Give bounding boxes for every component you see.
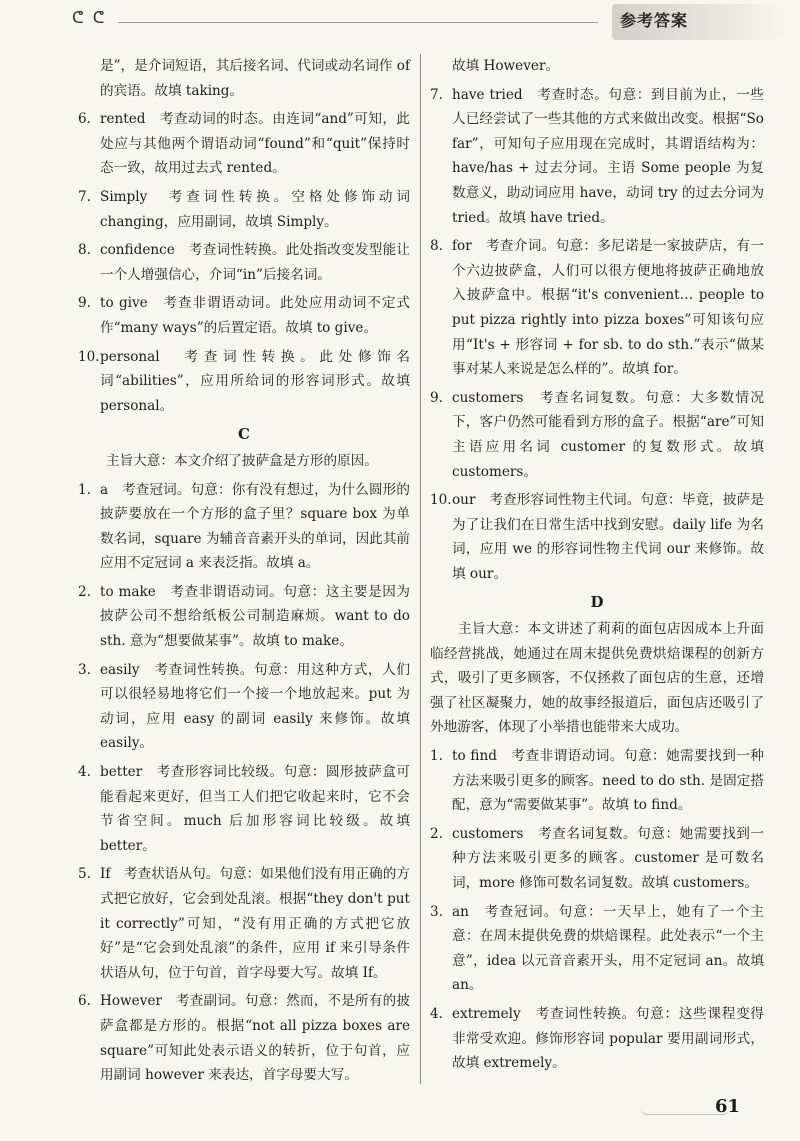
answer-number: 3.: [78, 661, 91, 678]
section-b-answer-item: [78, 345, 410, 419]
header-title: 参考答案: [620, 11, 689, 30]
section-c-answer-item: [78, 760, 410, 858]
answer-number: 5.: [78, 866, 91, 883]
section-d-answer-item: [430, 744, 764, 818]
answer-text: Simply 考查词性转换。空格处修饰动词 changing，应用副词，故填 Simply。: [100, 188, 410, 230]
answer-number: 7.: [430, 86, 443, 103]
section-d-answer-item: [430, 900, 764, 998]
section-c-summary: 主旨大意：本文介绍了披萨盒是方形的原因。: [106, 452, 378, 469]
section-c-answer-item: [430, 83, 764, 231]
section-c-answer-item: [430, 488, 764, 586]
answer-number: 3.: [430, 903, 443, 920]
left-column: [78, 54, 410, 1092]
section-b-answer-item: [78, 238, 410, 287]
answer-text: customers 考查名词复数。句意：大多数情况下，客户仍然可能看到方形的盒子。根据“are”可知主语应用名词 customer 的复数形式。故填 customers。: [452, 389, 764, 480]
page-number: 61: [714, 1096, 740, 1117]
answer-number: 10.: [78, 348, 100, 365]
answer-text: for 考查介词。句意：多尼诺是一家披萨店，有一个六边披萨盒，人们可以很方便地将披萨正确地放入披萨盒中。根据“it's convenient… people to put pizza rightly into pizza boxes”可知该句应用“It's + 形容词 + for sb. to do sth.”表示“做某事对某人来说是怎么样的”。故填 for。: [452, 238, 764, 378]
answer-number: 8.: [78, 242, 91, 259]
section-c-answer-item: [78, 478, 410, 576]
section-c-answer-item: [430, 234, 764, 382]
section-heading-c: C: [238, 425, 250, 444]
section-b-answer-item: [78, 107, 410, 181]
answer-text: a 考查冠词。句意：你有没有想过，为什么圆形的披萨要放在一个方形的盒子里？square box 为单数名词，square 为辅音音素开头的单词，因此其前应用不定冠词 a 来表泛指。故填 a。: [100, 481, 410, 572]
answer-text: easily 考查词性转换。句意：用这种方式，人们可以很轻易地将它们一个接一个地放起来。put 为动词，应用 easy 的副词 easily 来修饰。故填 easily。: [100, 661, 410, 752]
section-c-answer-item: [78, 658, 410, 756]
section-c-answer-item: [78, 989, 410, 1087]
answer-text: to give 考查非谓语动词。此处应用动词不定式作“many ways”的后置定语。故填 to give。: [100, 295, 410, 336]
answer-number: 8.: [430, 238, 443, 255]
section-c-answer-item: [430, 386, 764, 484]
answer-text: better 考查形容词比较级。句意：圆形披萨盒可能看起来更好，但当工人们把它收起来时，它不会节省空间。much 后加形容词比较级。故填 better。: [100, 764, 410, 854]
header-decoration: ᕦ ᕦ: [72, 8, 107, 27]
continued-answer: 故填 However。: [452, 58, 560, 74]
answer-number: 6.: [78, 111, 91, 128]
answer-text: personal 考查词性转换。此处修饰名词“abilities”，应用所给词的形容词形式。故填 personal。: [100, 348, 410, 414]
section-d-summary: 主旨大意：本文讲述了莉莉的面包店因成本上升面临经营挑战，她通过在周末提供免费烘焙课程的创新方式，吸引了更多顾客，不仅拯救了面包店的生意，还增强了社区凝聚力，她的故事经报道后，面包店还吸引了外地游客，体现了小举措也能带来大成功。: [430, 621, 764, 736]
header-rule: [118, 22, 598, 23]
right-column: [430, 54, 764, 1080]
answer-number: 4.: [430, 1005, 443, 1022]
answer-number: 9.: [78, 295, 91, 312]
answer-number: 7.: [78, 188, 91, 205]
answer-number: 2.: [78, 583, 91, 600]
section-d-answer-item: [430, 822, 764, 896]
answer-text: have tried 考查时态。句意：到目前为止，一些人已经尝试了一些其他的方式来做出改变。根据“So far”，可知句子应用现在完成时，其谓语结构为：have/has + 过去分词。主语 Some people 为复数意义，助动词应用 have，动词 try 的过去分词为 tried。故填 have tried。: [452, 86, 764, 226]
answer-text: If 考查状语从句。句意：如果他们没有用正确的方式把它放好，它会到处乱滚。根据“they don't put it correctly”可知，“没有用正确的方式把它放好”是“它会到处乱滚”的条件，应用 if 来引导条件状语从句，位于句首，首字母要大写。故填 If。: [100, 866, 410, 981]
section-c-answer-item: [78, 580, 410, 654]
answer-number: 1.: [78, 481, 91, 498]
answer-text: to make 考查非谓语动词。句意：这主要是因为披萨公司不想给纸板公司制造麻烦。want to do sth. 意为“想要做某事”。故填 to make。: [100, 583, 410, 650]
answer-text: an 考查冠词。句意：一天早上，她有了一个主意：在周末提供免费的烘焙课程。此处表示“一个主意”，idea 以元音音素开头，用不定冠词 an。故填 an。: [452, 903, 764, 994]
page-header: [0, 0, 800, 52]
answer-text: extremely 考查词性转换。句意：这些课程变得非常受欢迎。修饰形容词 popular 要用副词形式，故填 extremely。: [452, 1005, 764, 1072]
section-b-answer-item: [78, 185, 410, 234]
answer-text: customers 考查名词复数。句意：她需要找到一种方法来吸引更多的顾客。customer 是可数名词，more 修饰可数名词复数。故填 customers。: [452, 825, 764, 891]
answer-text: However 考查副词。句意：然而，不是所有的披萨盒都是方形的。根据“not all pizza boxes are square”可知此处表示语义的转折，位于句首，应用副词 however 来表达，首字母要大写。: [100, 993, 410, 1084]
section-d-answer-item: [430, 1002, 764, 1076]
section-b-answer-item: [78, 291, 410, 340]
section-heading-d: D: [590, 593, 604, 612]
column-divider: [420, 54, 421, 1084]
answer-text: confidence 考查词性转换。此处指改变发型能让一个人增强信心，介词“in”后接名词。: [100, 242, 410, 283]
answer-number: 6.: [78, 993, 91, 1010]
answer-text: to find 考查非谓语动词。句意：她需要找到一种方法来吸引更多的顾客。need to do sth. 是固定搭配，意为“需要做某事”。故填 to find。: [452, 748, 764, 814]
answer-number: 2.: [430, 825, 443, 842]
answer-text: rented 考查动词的时态。由连词“and”可知，此处应与其他两个谓语动词“found”和“quit”保持时态一致，故用过去式 rented。: [100, 111, 410, 177]
answer-number: 10.: [430, 492, 452, 509]
continued-answer: 是”，是介词短语，其后接名词、代词或动名词作 of 的宾语。故填 taking。: [100, 58, 410, 99]
answer-number: 9.: [430, 389, 443, 406]
answer-number: 1.: [430, 748, 443, 765]
section-c-answer-item: [78, 862, 410, 985]
answer-number: 4.: [78, 764, 91, 781]
answer-text: our 考查形容词性物主代词。句意：毕竟，披萨是为了让我们在日常生活中找到安慰。daily life 为名词，应用 we 的形容词性物主代词 our 来修饰。故填 our。: [452, 492, 764, 582]
